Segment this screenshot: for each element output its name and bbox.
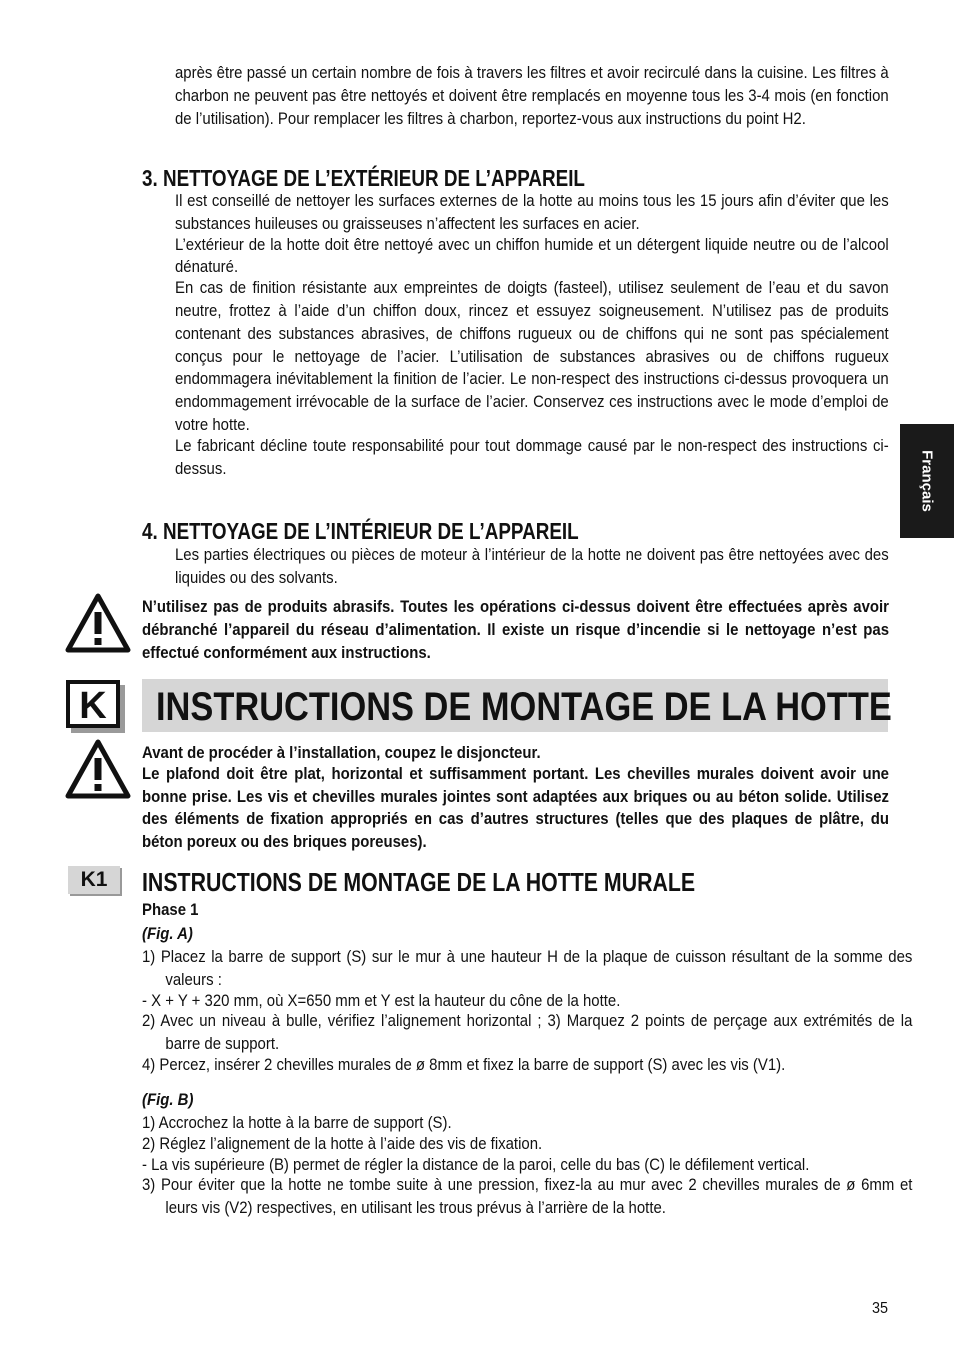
- page-number: 35: [872, 1300, 889, 1317]
- section3-paragraph: Il est conseillé de nettoyer les surfaces externes de la hotte au moins tous les 15 jours afin d’éviter que les substances huileuses ou graisseuses n’affectent les surfaces en acier.: [175, 191, 889, 233]
- warning2-body: Le plafond doit être plat, horizontal et suffisamment portant. Les chevilles murales doivent avoir une bonne prise. Les vis et chevilles murales jointes sont adaptées aux briques ou au béton solide. Utilisez des éléments de fixation appropriés en cas d’autres structures (telles que des plaques de plâtre, du béton poreux ou des briques poreuses).: [142, 763, 889, 852]
- warning1-text: N’utilisez pas de produits abrasifs. Toutes les opérations ci-dessus doivent être effectuées après avoir débranché l’appareil du réseau d’alimentation. Il existe un risque d’incendie si le nettoyage n’est pas effectué conformément aux instructions.: [142, 597, 889, 662]
- fig-a-list: [142, 946, 954, 1077]
- section-k-banner: [142, 679, 892, 732]
- list-item: 2) Avec un niveau à bulle, vérifiez l’alignement horizontal ; 3) Marquez 2 points de perçage aux extrémités de la barre de support.: [142, 1011, 913, 1054]
- section-k-title: INSTRUCTIONS DE MONTAGE DE LA HOTTE: [156, 685, 892, 729]
- warning-triangle-icon: [64, 592, 132, 654]
- warning2-line1: Avant de procéder à l’installation, coupez le disjoncteur.: [142, 743, 541, 762]
- section-k1-title: INSTRUCTIONS DE MONTAGE DE LA HOTTE MURALE: [142, 867, 696, 897]
- list-item: 1) Placez la barre de support (S) sur le mur à une hauteur H de la plaque de cuisson résultant de la somme des valeurs :: [142, 947, 913, 989]
- section3-paragraph: En cas de finition résistante aux empreintes de doigts (fasteel), utilisez seulement de l’eau et du savon neutre, frottez à l’aide d’un chiffon doux, rincez et essuyez soigneusement. N’utilisez pas de produits contenant des substances abrasives, de chiffons rugueux ou de chiffons qui ne sont pas spécialement conçus pour le nettoyage de l’acier. L’utilisation de substances abrasives ou de chiffons rugueux endommagera inévitablement la finition de l’acier. Le non-respect des instructions ci-dessus provoquera un endommagement irrévocable de la surface de l’acier. Conservez ces instructions avec le mode d’emploi de votre hotte.: [175, 278, 889, 434]
- warning-triangle-icon: [64, 738, 132, 800]
- warning2: [142, 742, 954, 854]
- list-item: 1) Accrochez la hotte à la barre de support (S).: [142, 1113, 452, 1132]
- list-item: 3) Pour éviter que la hotte ne tombe suite à une pression, fixez-la au mur avec 2 chevilles murales de ø 6mm et leurs vis (V2) respectives, en utilisant les trous prévus à l’arrière de la hotte.: [142, 1175, 913, 1218]
- fig-b-list: [142, 1112, 954, 1220]
- section3-paragraph: L’extérieur de la hotte doit être nettoyé avec un chiffon humide et un détergent liquide neutre ou de l’alcool dénaturé.: [175, 234, 889, 277]
- section3-title: 3. NETTOYAGE DE L’EXTÉRIEUR DE L’APPAREIL: [142, 165, 585, 191]
- list-item: 2) Réglez l’alignement de la hotte à l’aide des vis de fixation.: [142, 1133, 543, 1153]
- phase-title: Phase 1: [142, 900, 199, 919]
- intro-paragraph: après être passé un certain nombre de fois à travers les filtres et avoir recirculé dans la cuisine. Les filtres à charbon ne peuvent pas être nettoyés et doivent être remplacés en moyenne tous les 3-4 mois (en fonction de l’utilisation). Pour remplacer les filtres à charbon, reportez-vous aux instructions du point H2.: [175, 63, 889, 128]
- section-k1-label: K1: [80, 868, 108, 891]
- list-item: 4) Percez, insérer 2 chevilles murales de ø 8mm et fixez la barre de support (S) avec les vis (V1).: [142, 1054, 786, 1074]
- section4-paragraph: Les parties électriques ou pièces de moteur à l’intérieur de la hotte ne doivent pas être nettoyées avec des liquides ou des solvants.: [175, 545, 889, 587]
- list-item: - X + Y + 320 mm, où X=650 mm et Y est la hauteur du cône de la hotte.: [142, 990, 621, 1010]
- fig-b-label: (Fig. B): [142, 1090, 194, 1109]
- list-item: - La vis supérieure (B) permet de régler la distance de la paroi, celle du bas (C) le défilement vertical.: [142, 1154, 810, 1174]
- fig-a-label: (Fig. A): [142, 924, 193, 943]
- section-k-letter: K: [79, 685, 107, 727]
- language-tab-label: Français: [918, 450, 936, 512]
- section3-body: [175, 190, 954, 480]
- section3-paragraph: Le fabricant décline toute responsabilité pour tout dommage causé par le non-respect des instructions ci-dessus.: [175, 435, 889, 478]
- section4-title: 4. NETTOYAGE DE L’INTÉRIEUR DE L’APPAREIL: [142, 518, 579, 544]
- section-k-letter-box: [66, 680, 120, 728]
- section-k1-label-box: [68, 866, 120, 894]
